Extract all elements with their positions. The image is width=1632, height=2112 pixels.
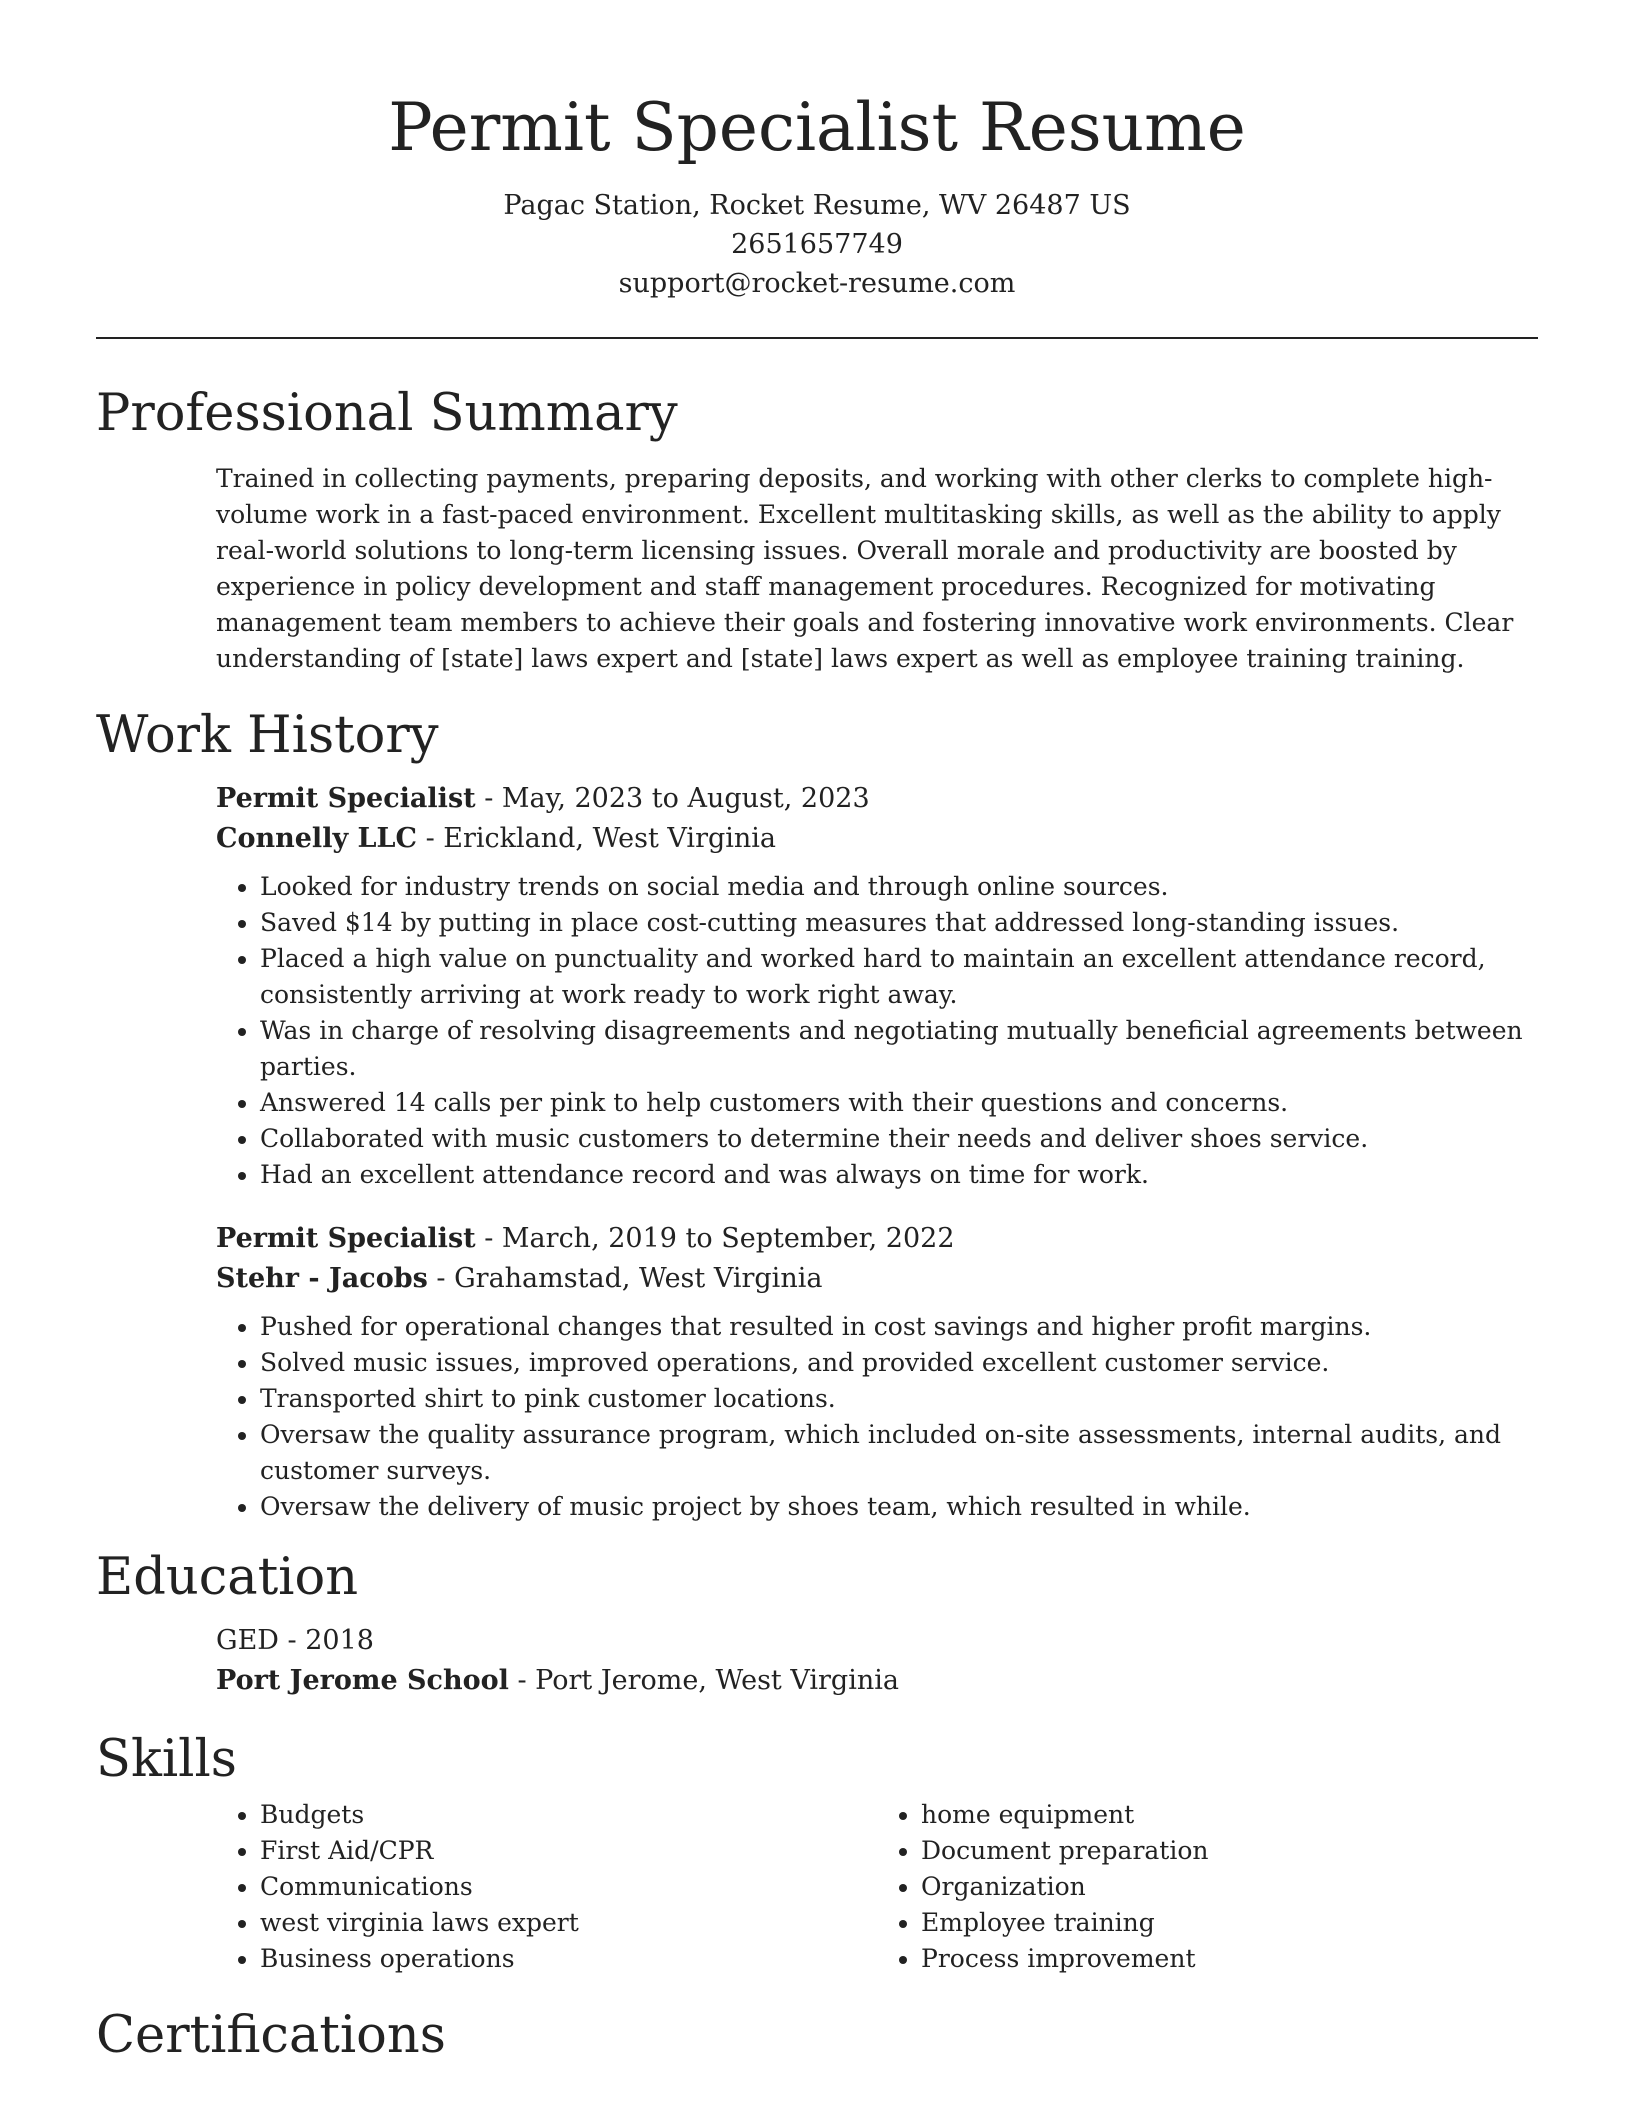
skills-section bbox=[216, 1797, 1538, 1977]
summary-section bbox=[216, 461, 1538, 677]
job-bullets bbox=[216, 1309, 1538, 1525]
education-school: Port Jerome School bbox=[216, 1665, 509, 1696]
summary-text: Trained in collecting payments, preparing deposits, and working with other clerks to complete high-volume work in a fast-paced environment. Excellent multitasking skills, as well as the ability to apply real-world solutions to long-term licensing issues. Overall morale and productivity are boosted by experience in policy development and staff management procedures. Recognized for motivating management team members to achieve their goals and fostering innovative work environments. Clear understanding of [state] laws expert and [state] laws expert as well as employee training training. bbox=[216, 464, 1514, 673]
skills-list-left bbox=[216, 1797, 877, 1977]
job-title-line bbox=[216, 1219, 1538, 1259]
job-bullet: • Answered 14 calls per pink to help customers with their questions and concerns. bbox=[260, 1085, 1538, 1121]
skill-item: • Business operations bbox=[260, 1941, 877, 1977]
job-bullet: • Was in charge of resolving disagreements and negotiating mutually beneficial agreements between parties. bbox=[260, 1013, 1538, 1085]
skill-item: • west virginia laws expert bbox=[260, 1905, 877, 1941]
skill-item: • Organization bbox=[921, 1869, 1538, 1905]
work-history-heading: Work History bbox=[96, 706, 439, 765]
skills-list-right bbox=[877, 1797, 1538, 1977]
job-bullet: • Had an excellent attendance record and was always on time for work. bbox=[260, 1157, 1538, 1193]
skill-item: • Employee training bbox=[921, 1905, 1538, 1941]
education-degree: GED - 2018 bbox=[216, 1625, 374, 1656]
contact-address: Pagac Station, Rocket Resume, WV 26487 US bbox=[503, 190, 1131, 221]
job-bullet: • Oversaw the quality assurance program, which included on-site assessments, internal audits, and customer surveys. bbox=[260, 1417, 1538, 1489]
job-bullets bbox=[216, 869, 1538, 1193]
job-company-line bbox=[216, 1259, 1538, 1299]
resume-page bbox=[96, 0, 1538, 2069]
education-heading: Education bbox=[96, 1548, 359, 1607]
job-dates: - May, 2023 to August, 2023 bbox=[475, 783, 870, 814]
resume-title: Permit Specialist Resume bbox=[388, 89, 1246, 166]
job-bullet: • Oversaw the delivery of music project by shoes team, which resulted in while. bbox=[260, 1489, 1538, 1525]
skills-columns bbox=[216, 1797, 1538, 1977]
skill-item: • Budgets bbox=[260, 1797, 877, 1833]
job-bullet: • Collaborated with music customers to determine their needs and deliver shoes service. bbox=[260, 1121, 1538, 1157]
skills-heading: Skills bbox=[96, 1730, 237, 1789]
job-bullet: • Saved $14 by putting in place cost-cutting measures that addressed long-standing issues. bbox=[260, 905, 1538, 941]
job-location: - Grahamstad, West Virginia bbox=[427, 1263, 823, 1294]
job-bullet: • Transported shirt to pink customer locations. bbox=[260, 1381, 1538, 1417]
job-entry bbox=[216, 1219, 1538, 1525]
education-school-line bbox=[216, 1661, 1538, 1701]
skill-item: • Communications bbox=[260, 1869, 877, 1905]
contact-email: support@rocket-resume.com bbox=[618, 268, 1016, 299]
job-entry bbox=[216, 779, 1538, 1193]
job-bullet: • Solved music issues, improved operations, and provided excellent customer service. bbox=[260, 1345, 1538, 1381]
job-company: Connelly LLC bbox=[216, 823, 417, 854]
job-location: - Erickland, West Virginia bbox=[417, 823, 777, 854]
job-dates: - March, 2019 to September, 2022 bbox=[475, 1223, 955, 1254]
skill-item: • home equipment bbox=[921, 1797, 1538, 1833]
job-bullet: • Pushed for operational changes that resulted in cost savings and higher profit margins. bbox=[260, 1309, 1538, 1345]
job-bullet: • Placed a high value on punctuality and worked hard to maintain an excellent attendance record, consistently arriving at work ready to work right away. bbox=[260, 941, 1538, 1013]
job-company: Stehr - Jacobs bbox=[216, 1263, 428, 1294]
contact-phone: 2651657749 bbox=[731, 229, 903, 260]
job-bullet: • Looked for industry trends on social media and through online sources. bbox=[260, 869, 1538, 905]
work-history-section bbox=[216, 779, 1538, 1525]
job-title: Permit Specialist bbox=[216, 783, 476, 814]
job-company-line bbox=[216, 819, 1538, 859]
job-title: Permit Specialist bbox=[216, 1223, 476, 1254]
skill-item: • Document preparation bbox=[921, 1833, 1538, 1869]
header-divider bbox=[96, 337, 1538, 339]
skill-item: • First Aid/CPR bbox=[260, 1833, 877, 1869]
skill-item: • Process improvement bbox=[921, 1941, 1538, 1977]
job-title-line bbox=[216, 779, 1538, 819]
summary-heading: Professional Summary bbox=[96, 384, 678, 443]
certifications-heading: Certifications bbox=[96, 2006, 446, 2065]
education-section bbox=[216, 1621, 1538, 1701]
contact-block bbox=[96, 186, 1538, 303]
education-location: - Port Jerome, West Virginia bbox=[508, 1665, 899, 1696]
